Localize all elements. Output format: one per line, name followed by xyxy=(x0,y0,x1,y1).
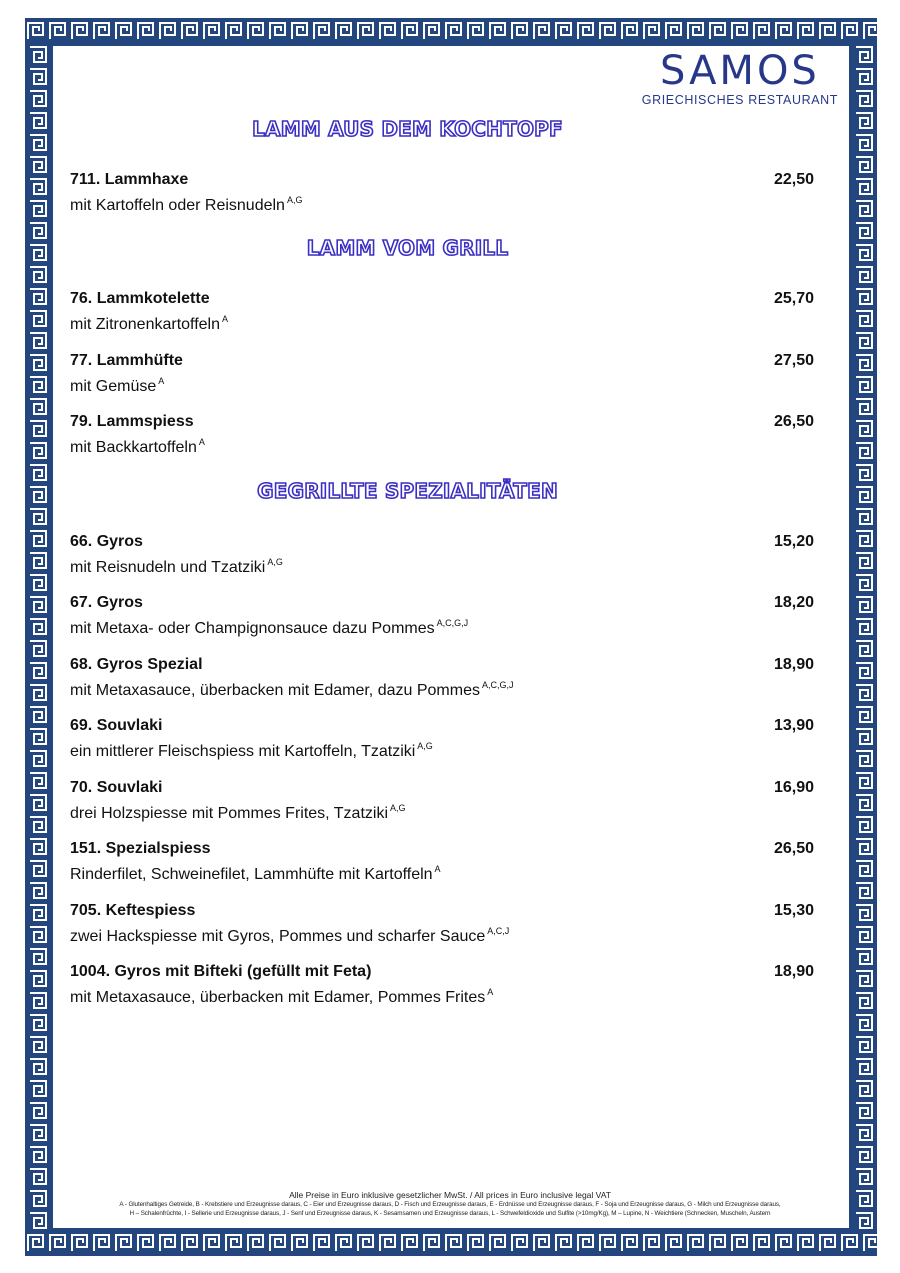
brand-logo xyxy=(642,50,838,108)
item-description: mit Kartoffeln oder Reisnudeln $^{A,G}$ xyxy=(70,195,303,214)
vat-note: Alle Preise in Euro inklusive gesetzlicher MwSt. / All prices in Euro inclusive legal VAT xyxy=(289,1190,611,1200)
item-name: 705. Keftespiess xyxy=(70,902,196,919)
brand-name: SAMOS xyxy=(659,48,820,94)
section-title-lamm-kochtopf: LAMM AUS DEM KOCHTOPF xyxy=(252,117,563,141)
item-price: 15,20 xyxy=(773,533,814,550)
item-price: 18,90 xyxy=(773,963,814,980)
section-title-lamm-grill: LAMM VOM GRILL xyxy=(306,236,509,260)
footer xyxy=(75,1190,825,1218)
allergen-codes: A xyxy=(434,864,441,874)
item-price: 25,70 xyxy=(773,290,814,307)
item-name: 68. Gyros Spezial xyxy=(70,656,203,673)
item-description: mit Metaxasauce, überbacken mit Edamer, dazu Pommes $^{A,C,G,J}$ xyxy=(70,680,514,699)
allergen-codes: A xyxy=(222,314,229,324)
border-bottom xyxy=(25,1230,877,1256)
item-name: 711. Lammhaxe xyxy=(70,171,189,188)
item-description: zwei Hackspiesse mit Gyros, Pommes und scharfer Sauce $^{A,C,J}$ xyxy=(70,926,510,945)
item-description: mit Metaxasauce, überbacken mit Edamer, Pommes Frites $^A$ xyxy=(70,987,494,1006)
border-top xyxy=(25,18,877,44)
allergen-codes: A xyxy=(158,376,165,386)
allergen-codes: A,G xyxy=(267,557,283,567)
section-title-gegrillte-spezialitaeten: GEGRILLTE SPEZIALITÄTEN xyxy=(257,479,558,503)
item-description: mit Gemüse $^A$ xyxy=(70,376,165,395)
item-price: 18,20 xyxy=(773,594,814,611)
item-price: 18,90 xyxy=(773,656,814,673)
item-description: mit Metaxa- oder Champignonsauce dazu Pommes $^{A,C,G,J}$ xyxy=(70,618,469,637)
item-name: 77. Lammhüfte xyxy=(70,352,183,369)
allergen-codes: A xyxy=(487,987,494,997)
item-price: 16,90 xyxy=(773,779,814,796)
item-name: 1004. Gyros mit Bifteki (gefüllt mit Feta) xyxy=(70,963,372,980)
item-name: 69. Souvlaki xyxy=(70,717,163,734)
item-description: Rinderfilet, Schweinefilet, Lammhüfte mit Kartoffeln $^A$ xyxy=(70,864,441,883)
item-description: mit Zitronenkartoffeln $^A$ xyxy=(70,314,229,333)
item-name: 151. Spezialspiess xyxy=(70,840,211,857)
item-name: 79. Lammspiess xyxy=(70,413,194,430)
item-description: ein mittlerer Fleischspiess mit Kartoffeln, Tzatziki $^{A,G}$ xyxy=(70,741,433,760)
brand-subtitle: GRIECHISCHES RESTAURANT xyxy=(641,93,838,107)
item-price: 13,90 xyxy=(773,717,814,734)
allergen-legend-line2: H – Schalenfrüchte, I - Sellerie und Erzeugnisse daraus, J - Senf und Erzeugnisse daraus, K - Sesamsamen und Erzeugnisse daraus, L - Schwefeldioxide und Sulfite (>10mg/Kg), M – Lupine, N - Weichtiere (Schnecken, Muscheln, Austern xyxy=(129,1210,771,1217)
item-name: 70. Souvlaki xyxy=(70,779,163,796)
border-left xyxy=(25,44,51,1230)
item-description: mit Backkartoffeln $^A$ xyxy=(70,437,205,456)
allergen-codes: A,G xyxy=(417,741,433,751)
item-description: mit Reisnudeln und Tzatziki $^{A,G}$ xyxy=(70,557,283,576)
item-name: 66. Gyros xyxy=(70,533,143,550)
item-price: 26,50 xyxy=(773,840,814,857)
item-price: 22,50 xyxy=(773,171,814,188)
allergen-legend-line1: A - Glutenhaltiges Getreide, B - Krebstiere und Erzeugnisse daraus, C - Eier und Erzeugnisse daraus, D - Fisch und Erzeugnisse daraus, E - Erdnüsse und Erzeugnisse daraus, F - Soja und Erzeugnisse daraus, G - Milch und Erzeugnisse daraus, xyxy=(119,1201,781,1208)
item-price: 15,30 xyxy=(773,902,814,919)
allergen-codes: A,G xyxy=(390,803,406,813)
allergen-codes: A xyxy=(198,437,205,447)
item-price: 26,50 xyxy=(773,413,814,430)
allergen-codes: A,C,G,J xyxy=(436,618,469,628)
allergen-codes: A,C,G,J xyxy=(481,680,514,690)
item-name: 76. Lammkotelette xyxy=(70,290,210,307)
border-right xyxy=(851,44,877,1230)
item-price: 27,50 xyxy=(773,352,814,369)
allergen-codes: A,G xyxy=(286,195,303,205)
allergen-codes: A,C,J xyxy=(487,926,510,936)
item-description: drei Holzspiesse mit Pommes Frites, Tzatziki $^{A,G}$ xyxy=(70,803,406,822)
item-name: 67. Gyros xyxy=(70,594,143,611)
